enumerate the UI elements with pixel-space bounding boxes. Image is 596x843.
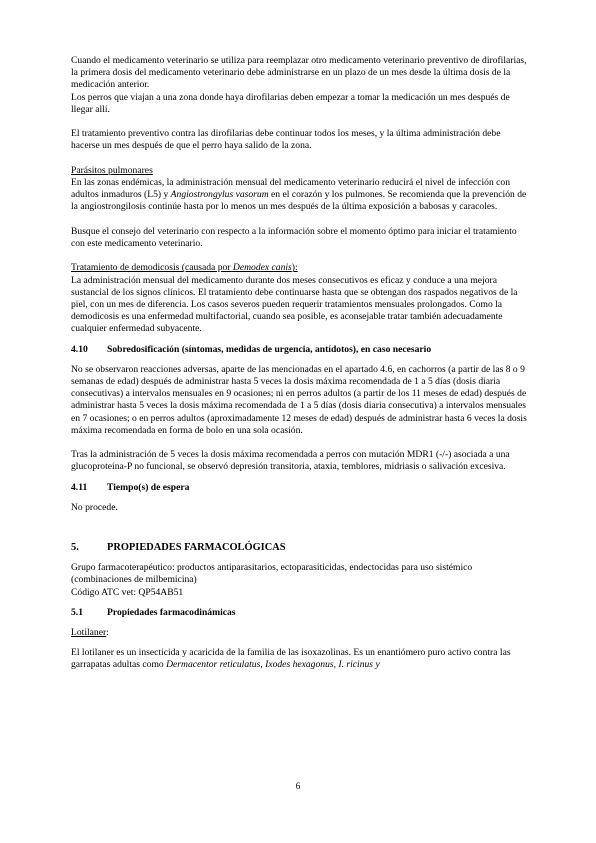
paragraph-travel: Los perros que viajan a una zona donde haya dirofilarias deben empezar a tomar la medicación un mes después de llegar allí. [71, 91, 510, 115]
document-page [71, 55, 531, 672]
atc-code: Código ATC vet: QP54AB51 [71, 586, 184, 598]
section-heading-4-10: 4.10 Sobredosificación (síntomas, medidas de urgencia, antídotos), en caso necesario [71, 343, 432, 355]
paragraph-withdrawal: No procede. [71, 501, 118, 513]
paragraph-pharmaco-group: Grupo farmacoterapéutico: productos antiparasitarios, ectoparasiticidas, endectocidas para uso sistémico (combinaciones de milbemicina) [71, 562, 473, 586]
paragraph-vet-advice: Busque el consejo del veterinario con respecto a la información sobre el momento óptimo para iniciar el tratamiento con este medicamento veterinario. [71, 225, 517, 249]
paragraph-replacement: Cuando el medicamento veterinario se utiliza para reemplazar otro medicamento veterinario preventivo de dirofilarias, la primera dosis del medicamento veterinario debe administrarse en un plazo de un mes desde la última dosis de la medicación anterior. [71, 55, 527, 91]
section-heading-4-11: 4.11 Tiempo(s) de espera [71, 481, 190, 493]
subheading-lungworm: Parásitos pulmonares [71, 164, 153, 176]
subheading-demodicosis: Tratamiento de demodicosis (causada por Demodex canis): [71, 262, 298, 274]
section-heading-5-1: 5.1 Propiedades farmacodinámicas [71, 606, 236, 618]
paragraph-continuation: El tratamiento preventivo contra las dirofilarias debe continuar todos los meses, y la última administración debe hacerse un mes después de que el perro haya salido de la zona. [71, 128, 501, 152]
species-list: Dermacentor reticulatus, Ixodes hexagonus, I. ricinus y [166, 659, 380, 671]
paragraph-lungworm: En las zonas endémicas, la administración mensual del medicamento veterinario reducirá el nivel de infección con adultos inmaduros (L5) y Angiostrongylus vasorum en el corazón y los pulmones. Se recomienda que la prevención de la angiostrongilosis continúe hasta por lo menos un mes después de la última exposición a babosas y caracoles. [71, 177, 527, 213]
species-angiostrongylus: Angiostrongylus vasorum [170, 189, 269, 201]
subheading-lotilaner: Lotilaner: [71, 627, 109, 639]
species-demodex: Demodex canis [232, 262, 292, 274]
paragraph-lotilaner: El lotilaner es un insecticida y acaricida de la familia de las isoxazolinas. Es un enantiómero puro activo contra las garrapatas adultas como Dermacentor reticulatus, Ixodes hexagonus, I. ricinus y [71, 647, 511, 671]
paragraph-demodicosis: La administración mensual del medicamento durante dos meses consecutivos es eficaz y conduce a una mejora sustancial de los signos clínicos. El tratamiento debe continuarse hasta que se obtengan dos raspados negativos de la piel, con un mes de diferencia. Los casos severos pueden requerir tratamientos mensuales prolongados. Como la demodicosis es una enfermedad multifactorial, cuando sea posible, es aconsejable tratar también adecuadamente cualquier enfermedad subyacente. [71, 274, 518, 335]
paragraph-overdose: No se observaron reacciones adversas, aparte de las mencionadas en el apartado 4.6, en cachorros (a partir de las 8 o 9 semanas de edad) después de administrar hasta 5 veces la dosis máxima recomendada de 1 a 5 días (dosis diaria consecutivas) a intervalos mensuales en 9 ocasiones; ni en perros adultos (a partir de los 11 meses de edad) después de administrar hasta 5 veces la dosis máxima recomendada de 1 a 5 días (dosis diaria consecutiva) a intervalos mensuales en 7 ocasiones; o en perros adultos (aproximadamente 12 meses de edad) después de administrar hasta 6 veces la dosis máxima recomendada en forma de bolo en una sola ocasión. [71, 363, 527, 436]
paragraph-mdr1: Tras la administración de 5 veces la dosis máxima recomendada a perros con mutación MDR1 (-/-) asociada a una glucoproteína-P no funcional, se observó depresión transitoria, ataxia, temblores, midriasis o salivación excesiva. [71, 449, 510, 473]
page-number: 6 [295, 781, 301, 791]
section-heading-5: 5. PROPIEDADES FARMACOLÓGICAS [71, 542, 286, 554]
